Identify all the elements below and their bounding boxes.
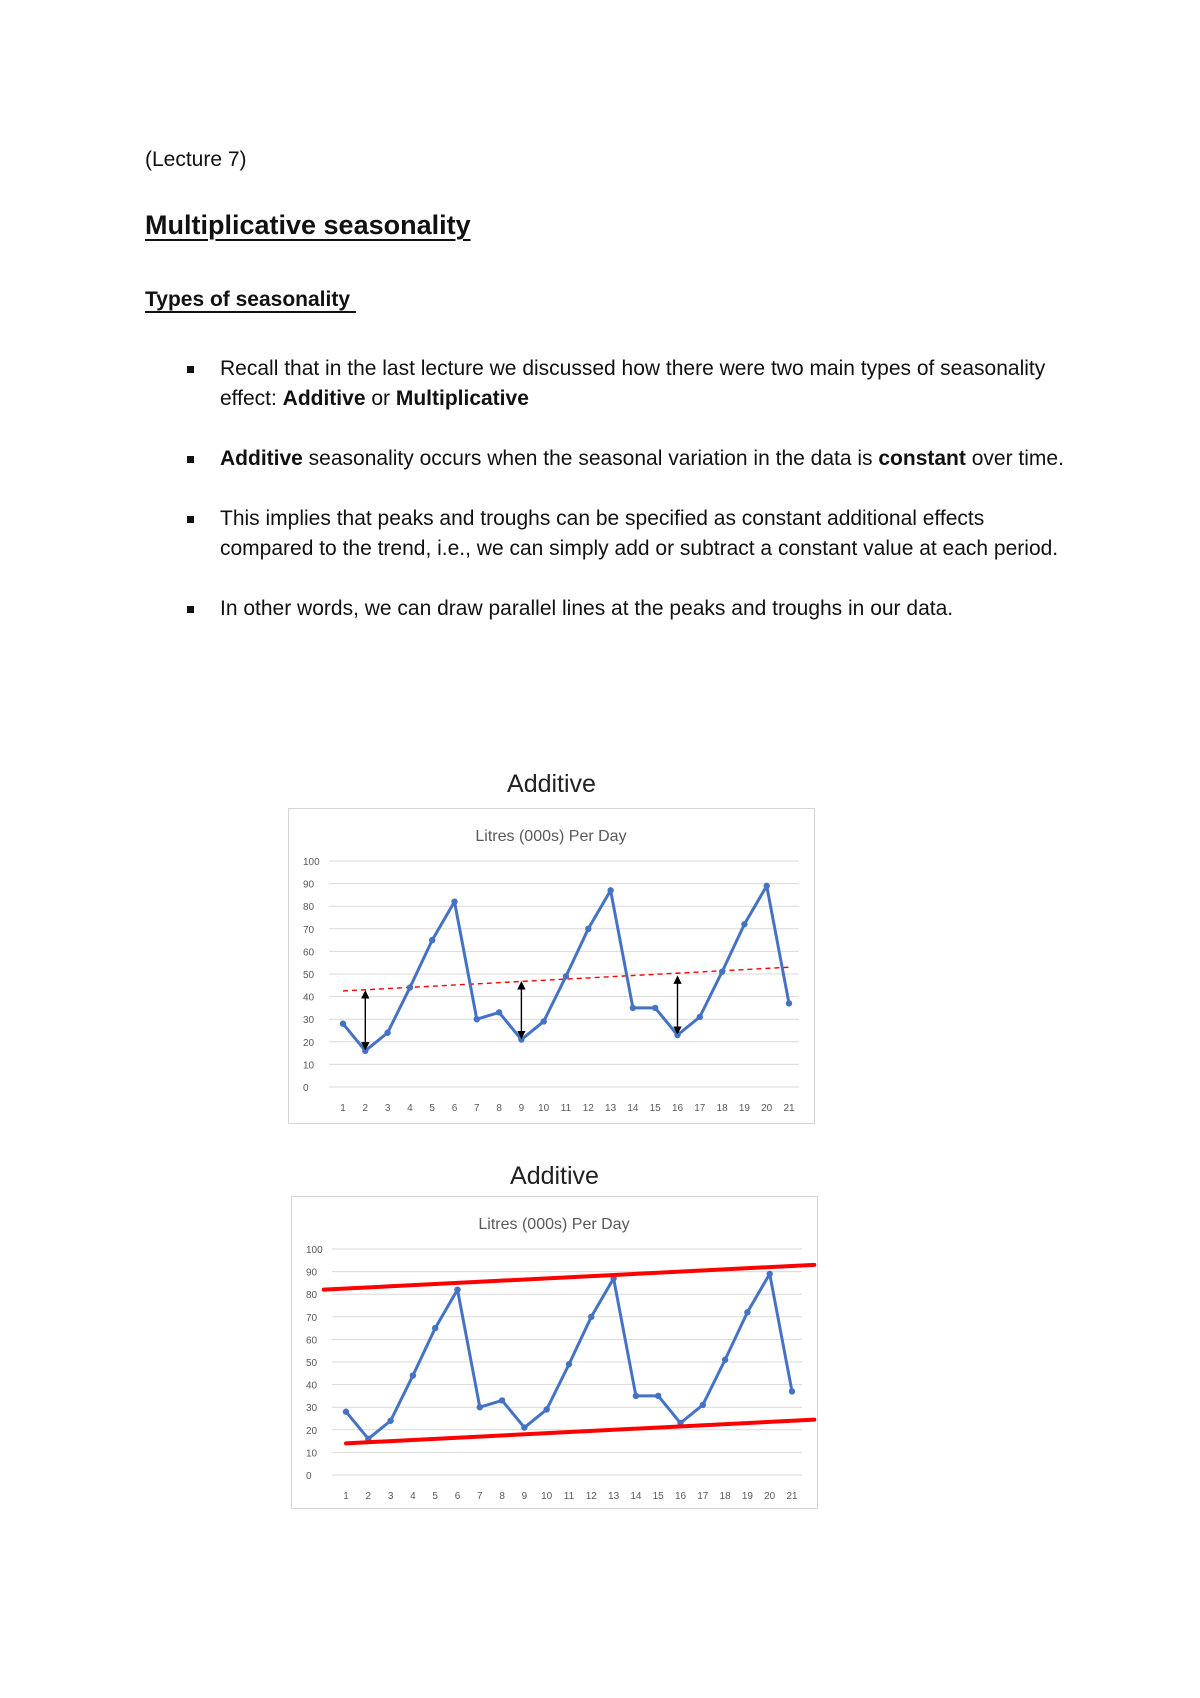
chart-additive-envelope xyxy=(291,1154,818,1507)
y-tick-label: 30 xyxy=(306,1403,318,1415)
x-tick-label: 14 xyxy=(627,1103,639,1114)
data-point xyxy=(432,1325,438,1331)
line-chart xyxy=(292,1197,817,1511)
data-point xyxy=(789,1388,795,1394)
text-run: In other words, we can draw parallel lines at the peaks and troughs in our data. xyxy=(220,597,954,620)
y-tick-label: 30 xyxy=(303,1015,315,1027)
x-tick-label: 15 xyxy=(649,1103,661,1114)
y-tick-label: 40 xyxy=(303,992,315,1004)
x-tick-label: 10 xyxy=(538,1103,550,1114)
y-tick-label: 20 xyxy=(303,1037,315,1049)
y-tick-label: 60 xyxy=(306,1335,318,1347)
y-tick-label: 80 xyxy=(303,902,315,914)
bullet-marker-icon xyxy=(187,516,194,523)
data-point xyxy=(499,1397,505,1403)
y-tick-label: 50 xyxy=(303,970,315,981)
x-tick-label: 11 xyxy=(560,1103,572,1114)
section-heading: Types of seasonality xyxy=(145,288,356,311)
data-point xyxy=(343,1409,349,1415)
text-run: over time. xyxy=(965,447,1064,470)
y-tick-label: 90 xyxy=(303,879,315,891)
data-point xyxy=(652,1005,658,1011)
chart-title: Litres (000s) Per Day xyxy=(475,828,627,845)
y-tick-label: 100 xyxy=(303,857,320,868)
line-chart xyxy=(289,809,814,1123)
y-tick-label: 40 xyxy=(306,1380,318,1392)
bullet-item xyxy=(180,354,1080,414)
data-point xyxy=(410,1372,416,1378)
x-tick-label: 21 xyxy=(783,1103,795,1114)
text-run: Recall that in the last lecture we discussed how there were two main types of seasonality effect: xyxy=(220,357,1046,410)
data-point xyxy=(700,1402,706,1408)
text-run: or xyxy=(365,387,396,410)
trough-envelope-line xyxy=(346,1420,814,1444)
x-tick-label: 16 xyxy=(671,1103,684,1114)
data-point xyxy=(496,1009,502,1015)
y-tick-label: 70 xyxy=(303,924,315,936)
text-run: seasonality occurs when the seasonal variation in the data is xyxy=(302,447,879,470)
data-point xyxy=(719,969,725,975)
x-tick-label: 20 xyxy=(761,1103,773,1114)
x-tick-label: 12 xyxy=(585,1491,597,1502)
x-tick-label: 5 xyxy=(429,1103,435,1114)
data-point xyxy=(585,926,591,932)
chart-title: Litres (000s) Per Day xyxy=(478,1216,630,1233)
chart-frame xyxy=(288,808,815,1124)
bullet-marker-icon xyxy=(187,606,194,613)
data-point xyxy=(429,937,435,943)
data-point xyxy=(563,973,569,979)
x-tick-label: 13 xyxy=(608,1491,620,1502)
x-tick-label: 1 xyxy=(340,1103,346,1114)
data-point xyxy=(477,1404,483,1410)
x-tick-label: 7 xyxy=(474,1103,480,1114)
x-tick-label: 1 xyxy=(343,1491,349,1502)
y-tick-label: 60 xyxy=(303,947,315,959)
x-tick-label: 20 xyxy=(764,1491,776,1502)
x-tick-label: 8 xyxy=(499,1491,505,1502)
x-tick-label: 11 xyxy=(563,1491,575,1502)
data-point xyxy=(697,1014,703,1020)
x-tick-label: 4 xyxy=(407,1103,413,1114)
y-tick-label: 80 xyxy=(306,1290,318,1302)
data-point xyxy=(521,1424,527,1430)
text-run: This implies that peaks and troughs can be specified as constant additional effects compared to the trend, i.e., we can simply add or subtract a constant value at each period. xyxy=(220,507,1059,560)
y-tick-label: 50 xyxy=(306,1358,318,1369)
data-point xyxy=(474,1016,480,1022)
x-tick-label: 3 xyxy=(384,1103,391,1114)
data-point xyxy=(741,921,747,927)
data-point xyxy=(630,1005,636,1011)
x-tick-label: 16 xyxy=(674,1491,687,1502)
bold-text: Multiplicative xyxy=(395,387,529,410)
chart-heading: Additive xyxy=(510,1162,599,1190)
data-point xyxy=(744,1309,750,1315)
bold-text: constant xyxy=(878,447,966,470)
x-tick-label: 4 xyxy=(410,1491,416,1502)
y-tick-label: 90 xyxy=(306,1267,318,1279)
data-point xyxy=(767,1271,773,1277)
x-tick-label: 7 xyxy=(477,1491,483,1502)
y-tick-label: 0 xyxy=(306,1471,312,1482)
x-tick-label: 3 xyxy=(387,1491,394,1502)
data-point xyxy=(566,1361,572,1367)
data-point xyxy=(384,1030,390,1036)
x-tick-label: 17 xyxy=(697,1491,709,1502)
x-tick-label: 17 xyxy=(694,1103,706,1114)
x-tick-label: 12 xyxy=(582,1103,594,1114)
x-tick-label: 13 xyxy=(605,1103,617,1114)
x-tick-label: 2 xyxy=(365,1491,372,1502)
x-tick-label: 18 xyxy=(716,1103,728,1114)
data-point xyxy=(633,1393,639,1399)
data-point xyxy=(588,1314,594,1320)
data-point xyxy=(451,898,457,904)
x-tick-label: 9 xyxy=(521,1491,528,1502)
data-point xyxy=(764,883,770,889)
data-point xyxy=(544,1406,550,1412)
series-line xyxy=(346,1274,792,1439)
y-tick-label: 100 xyxy=(306,1245,323,1256)
chart-additive-dashed-trend xyxy=(288,770,815,1122)
x-tick-label: 10 xyxy=(541,1491,553,1502)
y-tick-label: 70 xyxy=(306,1312,318,1324)
data-point xyxy=(786,1000,792,1006)
data-point xyxy=(722,1357,728,1363)
x-tick-label: 5 xyxy=(432,1491,438,1502)
data-point xyxy=(387,1418,393,1424)
y-tick-label: 0 xyxy=(303,1083,309,1094)
data-point xyxy=(541,1018,547,1024)
bullet-item xyxy=(180,444,1080,474)
x-tick-label: 21 xyxy=(786,1491,798,1502)
x-tick-label: 19 xyxy=(738,1103,750,1114)
data-point xyxy=(407,984,413,990)
lecture-label: (Lecture 7) xyxy=(145,148,247,171)
data-point xyxy=(454,1286,460,1292)
series-line xyxy=(343,886,789,1051)
x-tick-label: 18 xyxy=(719,1491,731,1502)
page-title: Multiplicative seasonality xyxy=(145,210,471,240)
x-tick-label: 6 xyxy=(451,1103,458,1114)
data-point xyxy=(340,1021,346,1027)
x-tick-label: 6 xyxy=(454,1491,461,1502)
x-tick-label: 14 xyxy=(630,1491,642,1502)
bullet-list xyxy=(180,354,1080,654)
x-tick-label: 2 xyxy=(362,1103,369,1114)
peak-envelope-line xyxy=(324,1265,815,1290)
bold-text: Additive xyxy=(220,447,303,470)
y-tick-label: 10 xyxy=(306,1448,318,1460)
bullet-item xyxy=(180,594,1080,624)
bold-text: Additive xyxy=(282,387,366,410)
x-tick-label: 19 xyxy=(741,1491,753,1502)
bullet-item xyxy=(180,504,1080,564)
y-tick-label: 20 xyxy=(306,1425,318,1437)
data-point xyxy=(607,887,613,893)
x-tick-label: 15 xyxy=(652,1491,664,1502)
data-point xyxy=(655,1393,661,1399)
bullet-marker-icon xyxy=(187,456,194,463)
bullet-marker-icon xyxy=(187,366,194,373)
x-tick-label: 9 xyxy=(518,1103,525,1114)
y-tick-label: 10 xyxy=(303,1060,315,1072)
chart-frame xyxy=(291,1196,818,1509)
chart-heading: Additive xyxy=(507,770,596,798)
x-tick-label: 8 xyxy=(496,1103,502,1114)
